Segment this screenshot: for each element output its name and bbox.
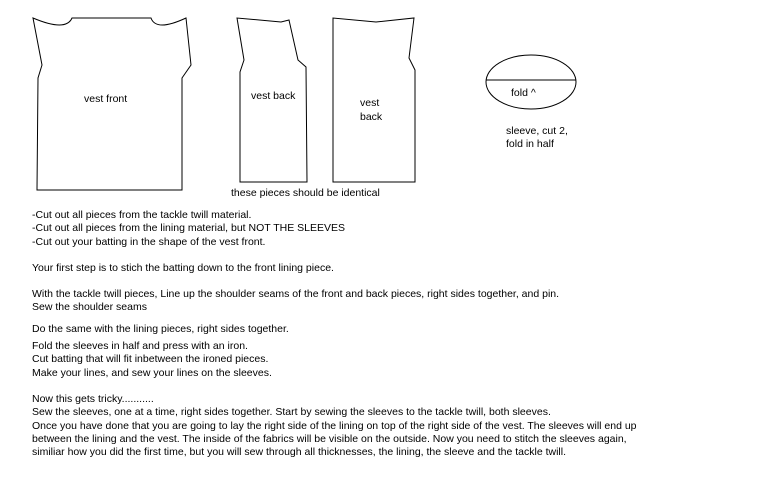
instructions (32, 209, 767, 459)
instruction-paragraph-shoulders (32, 288, 767, 315)
vest-front-label: vest front (84, 93, 128, 105)
vest-back-right-label-line1: vest (360, 97, 380, 109)
instruction-line: -Cut out all pieces from the tackle twill material. (32, 209, 252, 221)
instruction-line: Sew the sleeves, one at a time, right sides together. Start by sewing the sleeves to the tackle twill, both sleeves. (32, 406, 551, 419)
instruction-line: Now this gets tricky........... (32, 392, 154, 405)
instruction-line: Fold the sleeves in half and press with an iron. (32, 340, 248, 353)
instruction-paragraph-tricky (32, 393, 767, 459)
instruction-line: Sew the shoulder seams (32, 301, 147, 314)
pattern-diagram (0, 0, 775, 200)
instruction-line: Your first step is to stich the batting down to the front lining piece. (32, 261, 334, 274)
instruction-paragraph-batting (32, 262, 767, 275)
instruction-line: Do the same with the lining pieces, right sides together. (32, 322, 289, 335)
instruction-line: With the tackle twill pieces, Line up the shoulder seams of the front and back pieces, right sides together, and pin. (32, 288, 560, 301)
identical-pieces-note: these pieces should be identical (231, 187, 380, 199)
instruction-paragraph-sleeves (32, 340, 767, 380)
instruction-line: Once you have done that you are going to lay the right side of the lining on top of the right side of the vest. The sleeves will end up (32, 419, 637, 432)
instruction-paragraph-cutting (32, 209, 767, 249)
instruction-paragraph-lining (32, 323, 767, 336)
instruction-line: similiar how you did the first time, but you will sew through all thicknesses, the lining, the sleeve and the tackle twill. (32, 446, 567, 459)
instruction-line: between the lining and the vest. The inside of the fabrics will be visible on the outside. Now you need to stitch the sleeves again, (32, 432, 627, 445)
sleeve-fold-label: fold ^ (511, 87, 536, 99)
instruction-line: Cut batting that will fit inbetween the ironed pieces. (32, 353, 269, 366)
instruction-line: -Cut out your batting in the shape of the vest front. (32, 235, 266, 248)
vest-back-right-label-line2: back (360, 111, 383, 123)
instruction-line: Make your lines, and sew your lines on the sleeves. (32, 366, 272, 379)
vest-back-left-label: vest back (251, 90, 296, 102)
sleeve-piece (486, 55, 576, 109)
sleeve-note-line2: fold in half (506, 138, 554, 150)
instruction-line: -Cut out all pieces from the lining material, but NOT THE SLEEVES (32, 222, 345, 235)
sleeve-note-line1: sleeve, cut 2, (506, 125, 568, 137)
